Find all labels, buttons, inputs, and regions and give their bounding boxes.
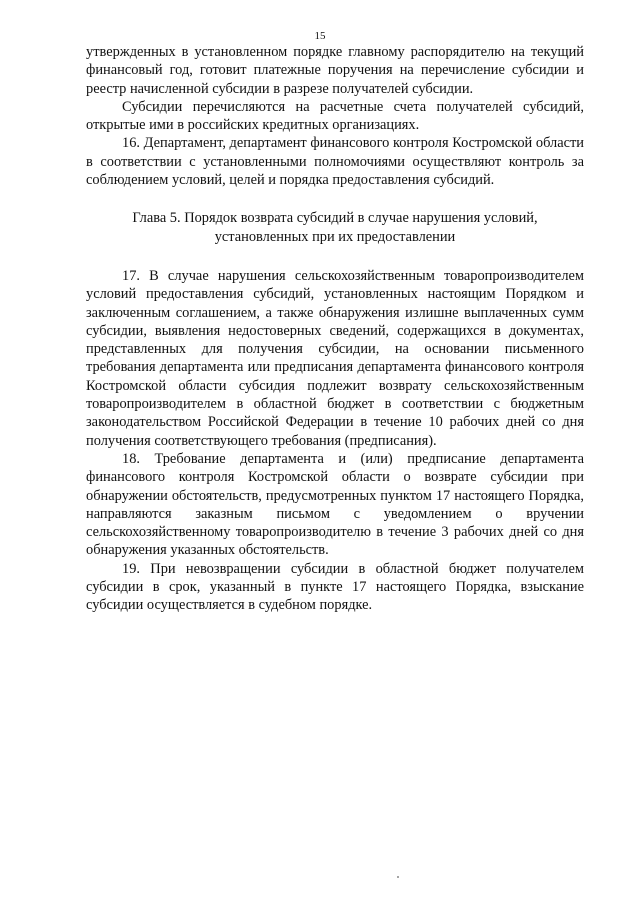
chapter-heading	[86, 209, 584, 246]
paragraph-18: 18. Требование департамента и (или) предписание департамента финансового контроля Костромской области о возврате субсидии при обнаружении обстоятельств, предусмотренных пунктом 17 настоящего Порядка, направляются заказным письмом с уведомлением о вручении сельскохозяйственному товаропроизводителю в течение 3 рабочих дней со дня обнаружения указанных обстоятельств.	[86, 450, 584, 559]
paragraph-17: 17. В случае нарушения сельскохозяйственным товаропроизводителем условий предоставления субсидий, установленных настоящим Порядком и заключенным соглашением, а также обнаружения излишне выплаченных сумм субсидии, выявления недостоверных сведений, содержащихся в документах, представленных для получения субсидии, на основании письменного требования департамента или предписания департамента финансового контроля Костромской области субсидия подлежит возврату сельскохозяйственным товаропроизводителем в областной бюджет в соответствии с бюджетным законодательством Российской Федерации в течение 10 рабочих дней со дня получения соответствующего требования (предписания).	[86, 267, 584, 449]
chapter-heading-line-2: установленных при их предоставлении	[214, 228, 456, 245]
page-number: 15	[314, 30, 326, 42]
paragraph-16: 16. Департамент, департамент финансового контроля Костромской области в соответствии с установленными полномочиями осуществляют контроль за соблюдением условий, целей и порядка предоставления субсидий.	[86, 135, 584, 189]
paragraph-19: 19. При невозвращении субсидии в областной бюджет получателем субсидии в срок, указанный в пункте 17 настоящего Порядка, взыскание субсидии осуществляется в судебном порядке.	[86, 560, 584, 614]
scan-artifact-dot	[397, 876, 399, 878]
paragraph-continuation: утвержденных в установленном порядке главному распорядителю на текущий финансовый год, готовит платежные поручения на перечисление субсидии и реестр начисленной субсидии в разрезе получателей субсидии.	[86, 44, 584, 97]
paragraph-subsidy-accounts: Субсидии перечисляются на расчетные счета получателей субсидий, открытые ими в российских кредитных организациях.	[86, 98, 584, 134]
document-body	[86, 43, 584, 615]
chapter-heading-line-1: Глава 5. Порядок возврата субсидий в случае нарушения условий,	[132, 210, 538, 227]
